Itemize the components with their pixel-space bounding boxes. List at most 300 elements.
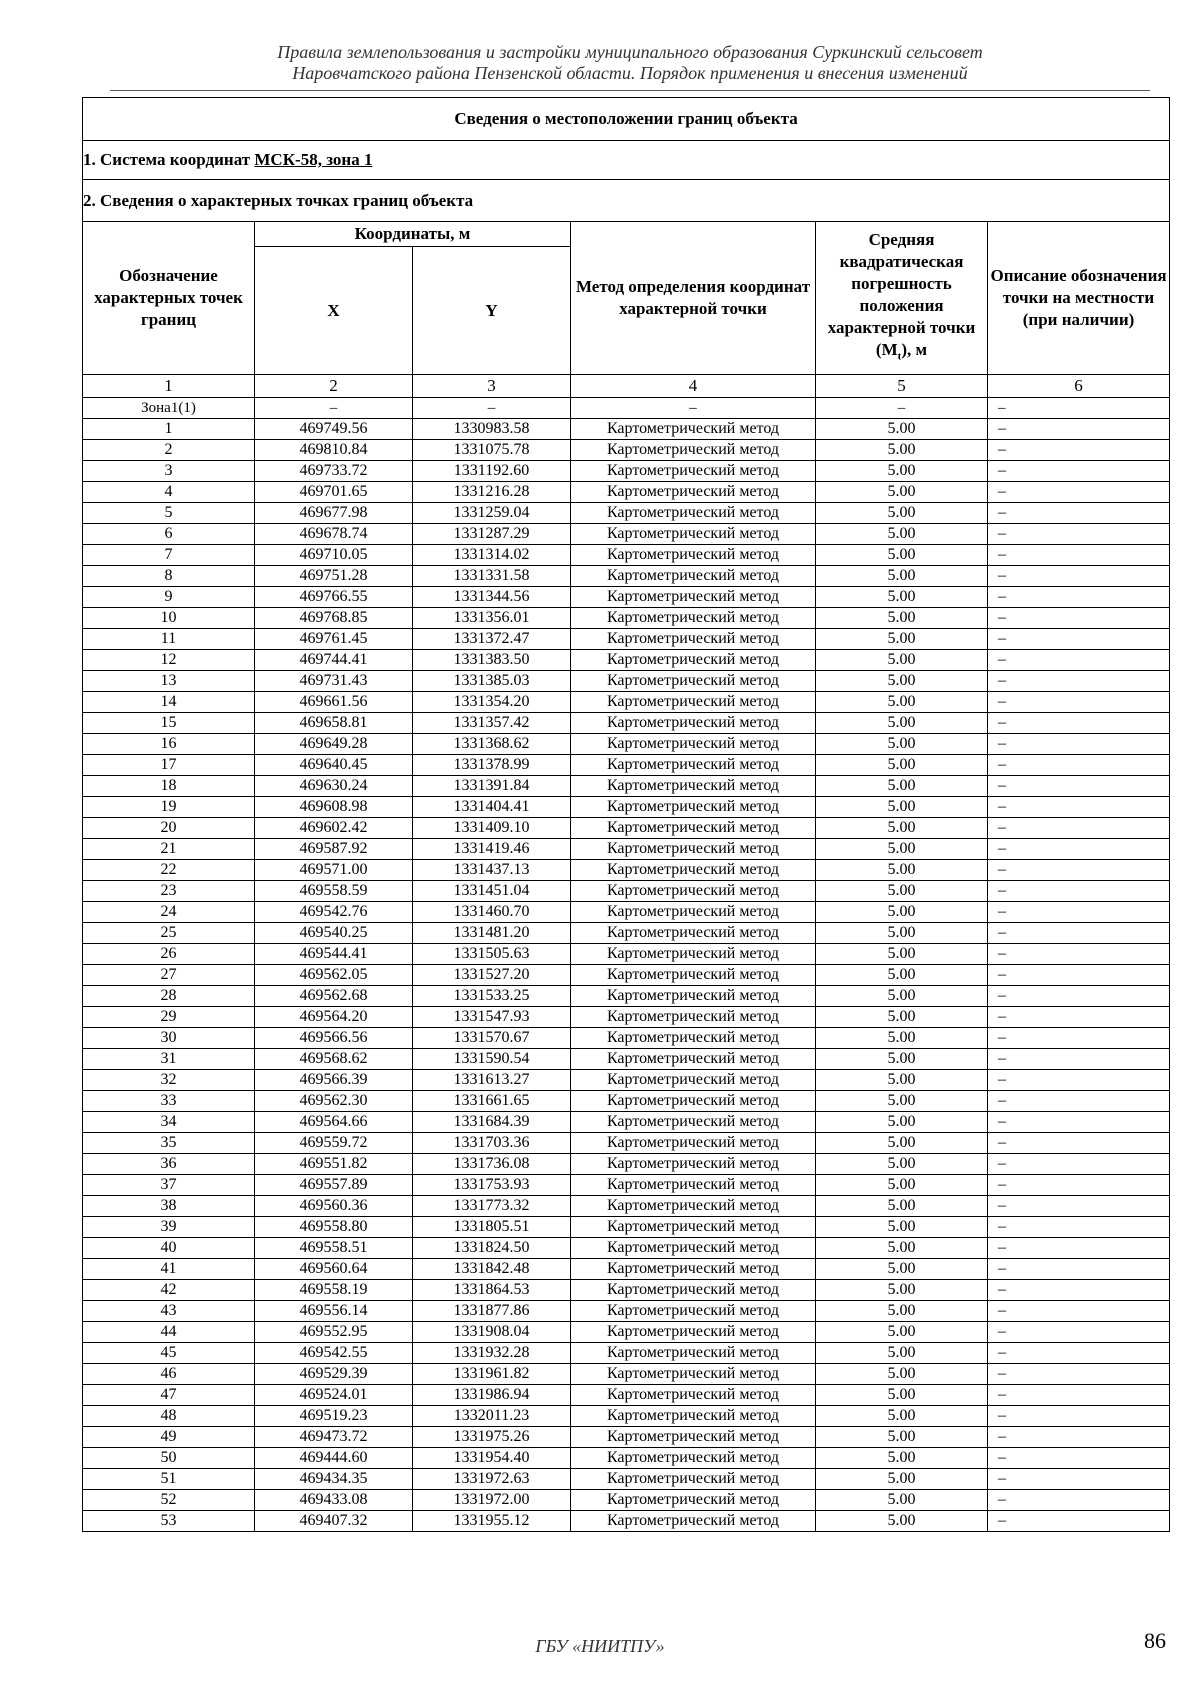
coord-y: 1331357.42 [413,713,571,734]
coord-x: 469568.62 [255,1049,413,1070]
table-row [83,1322,1170,1343]
method: Картометрический метод [571,692,816,713]
description: – [988,1280,1170,1301]
table-row [83,1217,1170,1238]
error: 5.00 [816,881,988,902]
method: Картометрический метод [571,944,816,965]
coord-x: 469562.68 [255,986,413,1007]
error: 5.00 [816,1490,988,1511]
table-row [83,860,1170,881]
coord-x: 469571.00 [255,860,413,881]
description: – [988,566,1170,587]
table-row [83,1238,1170,1259]
table-row [83,1154,1170,1175]
method: Картометрический метод [571,608,816,629]
description: – [988,1322,1170,1343]
coord-y: 1331331.58 [413,566,571,587]
point-id: 23 [83,881,255,902]
points-section-row [83,180,1170,222]
coord-y: 1331378.99 [413,755,571,776]
description: – [988,1469,1170,1490]
error: 5.00 [816,944,988,965]
table-row [83,1070,1170,1091]
description: – [988,818,1170,839]
error: 5.00 [816,1196,988,1217]
method: Картометрический метод [571,1028,816,1049]
description: – [988,1490,1170,1511]
coord-y: 1331736.08 [413,1154,571,1175]
coord-y: 1331972.00 [413,1490,571,1511]
table-row [83,986,1170,1007]
point-id: 18 [83,776,255,797]
coord-y: 1331703.36 [413,1133,571,1154]
coord-y: 1331372.47 [413,629,571,650]
point-id: 20 [83,818,255,839]
header-y: Y [413,247,571,375]
description: – [988,503,1170,524]
table-row [83,1385,1170,1406]
table-row [83,1196,1170,1217]
coord-x: 469744.41 [255,650,413,671]
coord-x: 469558.59 [255,881,413,902]
table-row [83,776,1170,797]
coord-x: 469562.30 [255,1091,413,1112]
coord-x: 469640.45 [255,755,413,776]
point-id: 8 [83,566,255,587]
table-row [83,629,1170,650]
error: 5.00 [816,734,988,755]
error: 5.00 [816,1511,988,1532]
description: – [988,419,1170,440]
point-id: 46 [83,1364,255,1385]
coord-y: 1331527.20 [413,965,571,986]
coord-x: 469701.65 [255,482,413,503]
method: Картометрический метод [571,1280,816,1301]
error: 5.00 [816,1469,988,1490]
point-id: 25 [83,923,255,944]
method: Картометрический метод [571,1406,816,1427]
header-coordinates: Координаты, м [255,222,571,247]
description: – [988,1175,1170,1196]
point-id: 21 [83,839,255,860]
method: Картометрический метод [571,1427,816,1448]
table-row [83,1133,1170,1154]
description: – [988,1007,1170,1028]
table-row [83,1511,1170,1532]
header-divider [110,90,1150,91]
error: 5.00 [816,692,988,713]
method: Картометрический метод [571,629,816,650]
description: – [988,965,1170,986]
coord-y: 1331864.53 [413,1280,571,1301]
coord-y: 1331661.65 [413,1091,571,1112]
error: 5.00 [816,797,988,818]
method: Картометрический метод [571,1490,816,1511]
point-id: 1 [83,419,255,440]
point-id: 35 [83,1133,255,1154]
coord-y: 1331481.20 [413,923,571,944]
description: – [988,692,1170,713]
coord-y: 1331404.41 [413,797,571,818]
error: 5.00 [816,1322,988,1343]
table-row [83,797,1170,818]
coord-x: 469602.42 [255,818,413,839]
table-row [83,440,1170,461]
error: 5.00 [816,482,988,503]
coord-y: 1331570.67 [413,1028,571,1049]
point-id: 22 [83,860,255,881]
error: 5.00 [816,503,988,524]
error: 5.00 [816,419,988,440]
method: Картометрический метод [571,818,816,839]
table-row [83,650,1170,671]
error: 5.00 [816,1049,988,1070]
description: – [988,461,1170,482]
method: Картометрический метод [571,923,816,944]
coord-x: 469560.64 [255,1259,413,1280]
description: – [988,1427,1170,1448]
error: 5.00 [816,650,988,671]
error: 5.00 [816,566,988,587]
description: – [988,1112,1170,1133]
coord-x: 469749.56 [255,419,413,440]
page-number: 86 [1144,1628,1166,1653]
coord-y: 1331437.13 [413,860,571,881]
coord-y: 1331955.12 [413,1511,571,1532]
coord-x: 469564.20 [255,1007,413,1028]
coord-x: 469524.01 [255,1385,413,1406]
coord-x: 469434.35 [255,1469,413,1490]
error: 5.00 [816,965,988,986]
coord-y: 1331932.28 [413,1343,571,1364]
error: 5.00 [816,1364,988,1385]
method: Картометрический метод [571,881,816,902]
method: Картометрический метод [571,1259,816,1280]
coord-x: 469630.24 [255,776,413,797]
description: – [988,1448,1170,1469]
coord-y: 1331842.48 [413,1259,571,1280]
table-row [83,965,1170,986]
error: 5.00 [816,1385,988,1406]
method: Картометрический метод [571,1343,816,1364]
point-id: 19 [83,797,255,818]
coord-y: 1332011.23 [413,1406,571,1427]
coord-y: 1331773.32 [413,1196,571,1217]
description: – [988,986,1170,1007]
error: 5.00 [816,1259,988,1280]
table-title: Сведения о местоположении границ объекта [83,98,1170,141]
error: 5.00 [816,587,988,608]
coord-x: 469552.95 [255,1322,413,1343]
coord-y: 1331972.63 [413,1469,571,1490]
table-row [83,524,1170,545]
coord-x: 469678.74 [255,524,413,545]
method: Картометрический метод [571,1469,816,1490]
header-method: Метод определения координат характерной точки [571,222,816,375]
method: Картометрический метод [571,1364,816,1385]
point-id: 7 [83,545,255,566]
description: – [988,923,1170,944]
error: 5.00 [816,1154,988,1175]
error: 5.00 [816,671,988,692]
coord-x: 469661.56 [255,692,413,713]
point-id: 29 [83,1007,255,1028]
coord-x: 469558.19 [255,1280,413,1301]
table-row [83,566,1170,587]
coord-y: 1331908.04 [413,1322,571,1343]
point-id: 40 [83,1238,255,1259]
footer-organization: ГБУ «НИИТПУ» [535,1636,665,1656]
point-id: 38 [83,1196,255,1217]
coord-y: 1331314.02 [413,545,571,566]
coord-y: 1331216.28 [413,482,571,503]
error: 5.00 [816,1070,988,1091]
coord-y: 1331954.40 [413,1448,571,1469]
table-row [83,923,1170,944]
description: – [988,944,1170,965]
description: – [988,755,1170,776]
coord-y: 1331877.86 [413,1301,571,1322]
coord-x: 469433.08 [255,1490,413,1511]
header-x: X [255,247,413,375]
method: Картометрический метод [571,965,816,986]
method: Картометрический метод [571,1301,816,1322]
coord-y: 1331986.94 [413,1385,571,1406]
point-id: 10 [83,608,255,629]
method: Картометрический метод [571,1238,816,1259]
description: – [988,902,1170,923]
error: 5.00 [816,1217,988,1238]
coord-x: 469542.76 [255,902,413,923]
header-description: Описание обозначения точки на местности (при наличии) [988,222,1170,375]
table-row [83,1427,1170,1448]
point-id: 53 [83,1511,255,1532]
description: – [988,1259,1170,1280]
column-numbers-row [83,375,1170,398]
method: Картометрический метод [571,1175,816,1196]
column-number: 3 [413,375,571,398]
coord-x: 469558.80 [255,1217,413,1238]
table-row [83,692,1170,713]
table-row [83,1490,1170,1511]
description: – [988,1343,1170,1364]
description: – [988,1301,1170,1322]
method: Картометрический метод [571,1448,816,1469]
points-section-title: 2. Сведения о характерных точках границ объекта [83,180,1170,222]
description: – [988,1238,1170,1259]
error: 5.00 [816,1028,988,1049]
coord-x: 469766.55 [255,587,413,608]
coord-x: 469473.72 [255,1427,413,1448]
coord-y: 1331192.60 [413,461,571,482]
coordinate-system [83,141,1170,180]
coord-x: 469407.32 [255,1511,413,1532]
header-line-1: Правила землепользования и застройки муниципального образования Суркинский сельсовет [277,42,983,62]
coord-y: 1331505.63 [413,944,571,965]
error: 5.00 [816,1280,988,1301]
method: Картометрический метод [571,1217,816,1238]
description: – [988,545,1170,566]
table-row [83,1448,1170,1469]
coord-x: 469566.39 [255,1070,413,1091]
zone-description: – [988,398,1170,419]
header-row-top [83,222,1170,247]
method: Картометрический метод [571,440,816,461]
error: 5.00 [816,1091,988,1112]
table-row [83,1280,1170,1301]
table-row [83,1301,1170,1322]
method: Картометрический метод [571,650,816,671]
error: 5.00 [816,713,988,734]
error: 5.00 [816,1238,988,1259]
table-row [83,482,1170,503]
error: 5.00 [816,1406,988,1427]
point-id: 42 [83,1280,255,1301]
coord-y: 1331075.78 [413,440,571,461]
coord-y: 1331753.93 [413,1175,571,1196]
page-header [110,42,1150,84]
coord-x: 469658.81 [255,713,413,734]
error: 5.00 [816,860,988,881]
coord-y: 1331590.54 [413,1049,571,1070]
point-id: 14 [83,692,255,713]
point-id: 43 [83,1301,255,1322]
coord-y: 1331547.93 [413,1007,571,1028]
zone-label: Зона1(1) [83,398,255,419]
description: – [988,1049,1170,1070]
header-error: Средняя квадратическая погрешность положения характерной точки $(M_t)$, м [816,222,988,375]
method: Картометрический метод [571,734,816,755]
table-title-row [83,98,1170,141]
header-line-2: Наровчатского района Пензенской области. Порядок применения и внесения изменений [292,63,968,83]
description: – [988,1091,1170,1112]
coord-y: 1331259.04 [413,503,571,524]
coordinate-system-value: МСК-58, зона 1 [254,150,373,169]
table-row [83,1028,1170,1049]
description: – [988,1364,1170,1385]
description: – [988,1217,1170,1238]
description: – [988,1070,1170,1091]
boundary-points-table [82,97,1170,1532]
coord-x: 469768.85 [255,608,413,629]
description: – [988,608,1170,629]
method: Картометрический метод [571,482,816,503]
coord-y: 1331805.51 [413,1217,571,1238]
coord-y: 1331344.56 [413,587,571,608]
method: Картометрический метод [571,755,816,776]
coord-x: 469562.05 [255,965,413,986]
point-id: 5 [83,503,255,524]
coord-x: 469519.23 [255,1406,413,1427]
coord-x: 469761.45 [255,629,413,650]
description: – [988,1385,1170,1406]
table-row [83,1259,1170,1280]
point-id: 51 [83,1469,255,1490]
method: Картометрический метод [571,797,816,818]
coord-y: 1331824.50 [413,1238,571,1259]
zone-error: – [816,398,988,419]
description: – [988,1196,1170,1217]
table-row [83,587,1170,608]
table-row [83,1343,1170,1364]
point-id: 28 [83,986,255,1007]
column-number: 2 [255,375,413,398]
coord-y: 1331684.39 [413,1112,571,1133]
error: 5.00 [816,776,988,797]
error: 5.00 [816,545,988,566]
point-id: 36 [83,1154,255,1175]
table-row [83,839,1170,860]
column-number: 4 [571,375,816,398]
zone-row [83,398,1170,419]
table-row [83,755,1170,776]
point-id: 47 [83,1385,255,1406]
point-id: 12 [83,650,255,671]
method: Картометрический метод [571,1196,816,1217]
coord-x: 469731.43 [255,671,413,692]
coord-y: 1331975.26 [413,1427,571,1448]
method: Картометрический метод [571,1385,816,1406]
point-id: 45 [83,1343,255,1364]
column-number: 5 [816,375,988,398]
error: 5.00 [816,923,988,944]
error: 5.00 [816,524,988,545]
method: Картометрический метод [571,1091,816,1112]
point-id: 11 [83,629,255,650]
method: Картометрический метод [571,503,816,524]
error: 5.00 [816,755,988,776]
point-id: 32 [83,1070,255,1091]
table-row [83,1175,1170,1196]
error: 5.00 [816,440,988,461]
point-id: 15 [83,713,255,734]
description: – [988,440,1170,461]
table-row [83,1112,1170,1133]
description: – [988,1154,1170,1175]
zone-x: – [255,398,413,419]
method: Картометрический метод [571,1154,816,1175]
coord-x: 469733.72 [255,461,413,482]
table-row [83,818,1170,839]
error: 5.00 [816,1133,988,1154]
description: – [988,524,1170,545]
method: Картометрический метод [571,986,816,1007]
coord-y: 1331391.84 [413,776,571,797]
coord-x: 469751.28 [255,566,413,587]
method: Картометрический метод [571,461,816,482]
description: – [988,734,1170,755]
description: – [988,1028,1170,1049]
point-id: 2 [83,440,255,461]
coord-x: 469560.36 [255,1196,413,1217]
point-id: 50 [83,1448,255,1469]
coord-x: 469444.60 [255,1448,413,1469]
error: 5.00 [816,1427,988,1448]
point-id: 13 [83,671,255,692]
method: Картометрический метод [571,545,816,566]
coordinate-system-row [83,141,1170,180]
coord-x: 469677.98 [255,503,413,524]
coord-y: 1330983.58 [413,419,571,440]
coord-x: 469608.98 [255,797,413,818]
column-number: 6 [988,375,1170,398]
table-row [83,461,1170,482]
point-id: 52 [83,1490,255,1511]
point-id: 44 [83,1322,255,1343]
coord-x: 469529.39 [255,1364,413,1385]
point-id: 33 [83,1091,255,1112]
point-id: 48 [83,1406,255,1427]
